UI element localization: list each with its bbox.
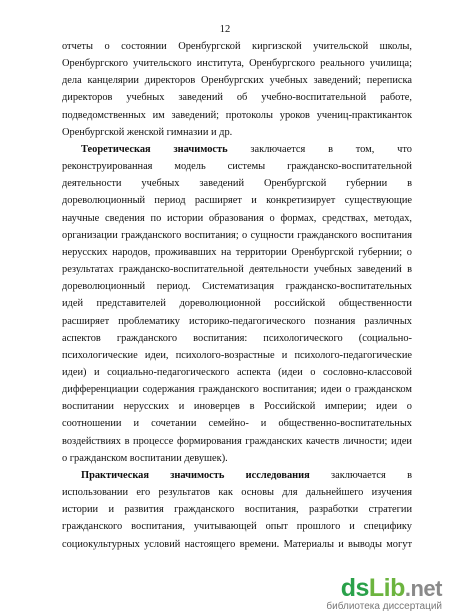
text-line [62,141,412,158]
text-line [62,330,412,347]
text-line [62,192,412,209]
document-body [62,38,412,553]
text-span: соотношении и сочетании семейно- и общественно-воспитательных [62,418,412,430]
text-line [62,175,412,192]
text-line [62,313,412,330]
text-line [62,124,412,141]
text-line [62,398,412,415]
text-span: дифференциации содержания гражданского воспитания; идеи о гражданском [62,384,412,396]
text-line [62,261,412,278]
text-line [62,158,412,175]
text-span: аспектов гражданского воспитания: психологического (социально- [62,332,412,344]
text-span: дела канцелярии директоров Оренбургских учебных заведений; переписка [62,75,412,87]
text-span: социокультурных условий настоящего времени. Материалы и выводы могут [62,538,412,550]
text-line [62,501,412,518]
text-line [62,38,412,55]
text-span: идеи) и социально-педагогического аспекта (идеи о сословно-классовой [62,366,412,378]
text-line [62,415,412,432]
text-span: научные сведения по истории образования о формах, средствах, методах, [62,212,412,224]
text-line [62,295,412,312]
text-span: результатах гражданско-воспитательной деятельности учебных заведений в [62,264,412,276]
text-line [62,381,412,398]
text-span: о гражданском воспитании девушек). [62,452,228,464]
text-span: гражданского воспитания, учитывающей опыт прошлого и специфику [62,521,412,533]
text-span: расширяет проблематику историко-педагогического познания различных [62,315,412,327]
text-span: истории и развития гражданского воспитания, разработки стратегии [62,504,412,516]
text-span: использовании его результатов как основы для дальнейшего изучения [62,487,412,499]
text-span: нерусских народов, проживавших на территории Оренбургской губернии; о [62,246,412,258]
text-span: психологические идеи, психолого-возрастные и психолого-педагогические [62,349,412,361]
text-line [62,244,412,261]
page-number: 12 [219,24,231,35]
text-span: заключается в [309,469,412,481]
text-line [62,347,412,364]
text-span: отчеты о состоянии Оренбургской киргизской учительской школы, [62,41,412,52]
text-line [62,107,412,124]
text-line [62,536,412,553]
text-span: воспитании нерусских и иноверцев в Российской империи; идеи о [62,401,412,413]
text-line [62,364,412,381]
text-line [62,55,412,72]
text-span: идей представителей дореволюционной российской общественности [62,298,412,310]
text-span: заключается в том, что [227,143,412,155]
text-line [62,433,412,450]
watermark-logo: dsLib.net [340,574,442,602]
text-line [62,89,412,106]
text-line [62,467,412,484]
text-line [62,450,412,467]
text-span: воздействиях в процессе формирования гражданских качеств личности; идеи [62,435,412,447]
text-line [62,210,412,227]
text-line [62,484,412,501]
text-span: дореволюционный период расширяет и конкретизирует существующие [62,195,412,207]
text-line [62,278,412,295]
bold-term: Теоретическая значимость [81,143,228,155]
text-line [62,518,412,535]
text-span: реконструированная модель системы гражданско-воспитательной [62,161,412,173]
text-span: деятельности учебных заведений Оренбургской губернии в [62,178,412,190]
text-line [62,227,412,244]
text-span: Оренбургского учительского института, Оренбургского реального училища; [62,58,412,70]
text-span: подведомственных им заведений; протоколы уроков учениц-практиканток [62,109,412,121]
bold-term: Практическая значимость исследования [81,469,310,481]
text-line [62,72,412,89]
text-span: директоров учебных заведений об учебно-воспитательной работе, [62,92,412,104]
watermark-tagline: библиотека диссертаций [326,601,442,612]
text-span: Оренбургской женской гимназии и др. [62,126,233,138]
text-span: организации гражданского воспитания; о сущности гражданского воспитания [62,229,412,241]
watermark [326,575,442,613]
text-span: дореволюционный период. Систематизация гражданско-воспитательных [62,281,412,293]
